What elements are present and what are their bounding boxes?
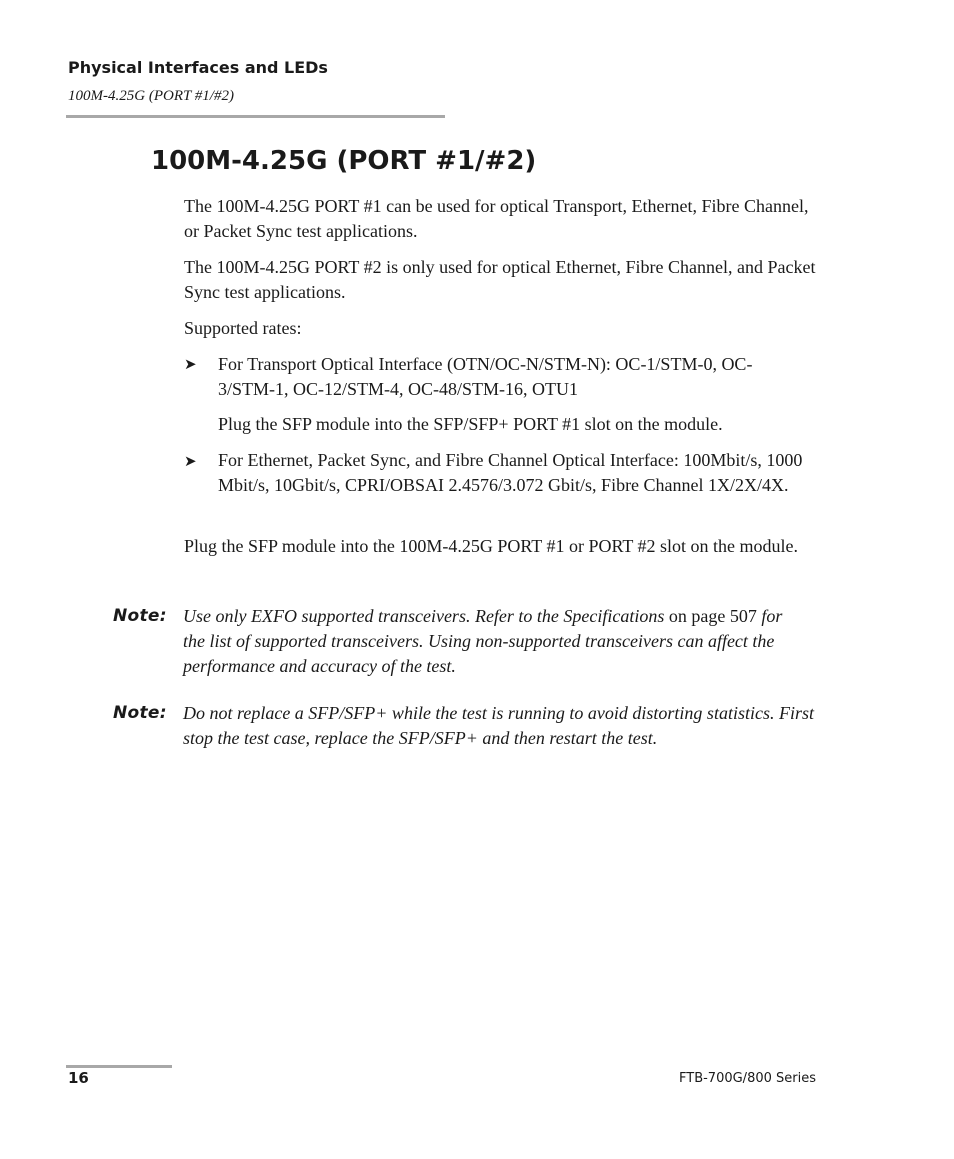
note-text: for the list of supported transceivers. Using non-supported transceivers can affect the performance and accuracy of the test.: [183, 606, 783, 676]
header-section-title: Physical Interfaces and LEDs: [68, 58, 328, 77]
bullet-transport-rates: For Transport Optical Interface (OTN/OC-N/STM-N): OC-1/STM-0, OC-3/STM-1, OC-12/STM-4, OC-48/STM-16, OTU1: [218, 354, 753, 399]
header-subsection: 100M-4.25G (PORT #1/#2): [68, 88, 234, 104]
header-divider: [66, 115, 445, 118]
bullet-transport-instruction: Plug the SFP module into the SFP/SFP+ PORT #1 slot on the module.: [218, 414, 723, 434]
footer-divider: [66, 1065, 172, 1068]
note-label: Note:: [113, 703, 167, 723]
paragraph-port2: The 100M-4.25G PORT #2 is only used for optical Ethernet, Fibre Channel, and Packet Sync test applications.: [184, 257, 816, 302]
bullet-arrow-icon: ➤: [184, 454, 197, 470]
page-title: 100M-4.25G (PORT #1/#2): [151, 146, 537, 176]
paragraph-plug-instruction: Plug the SFP module into the 100M-4.25G PORT #1 or PORT #2 slot on the module.: [184, 536, 799, 556]
note-supported-transceivers: [183, 604, 783, 679]
page-number: 16: [68, 1069, 89, 1087]
bullet-arrow-icon: ➤: [184, 357, 197, 373]
paragraph-supported-rates: Supported rates:: [184, 318, 302, 338]
note-replace-sfp: Do not replace a SFP/SFP+ while the test is running to avoid distorting statistics. First stop the test case, replace the SFP/SFP+ and then restart the test.: [183, 703, 814, 748]
note-label: Note:: [113, 606, 167, 626]
paragraph-port1: The 100M-4.25G PORT #1 can be used for optical Transport, Ethernet, Fibre Channel, or Packet Sync test applications.: [184, 196, 809, 241]
note-text: Use only EXFO supported transceivers. Refer to the Specifications: [183, 606, 665, 626]
bullet-ethernet-rates: For Ethernet, Packet Sync, and Fibre Channel Optical Interface: 100Mbit/s, 1000 Mbit/s, 10Gbit/s, CPRI/OBSAI 2.4576/3.072 Gbit/s, Fibre Channel 1X/2X/4X.: [218, 450, 803, 495]
product-series: FTB-700G/800 Series: [679, 1071, 816, 1086]
note-page-reference[interactable]: on page 507: [664, 606, 762, 626]
